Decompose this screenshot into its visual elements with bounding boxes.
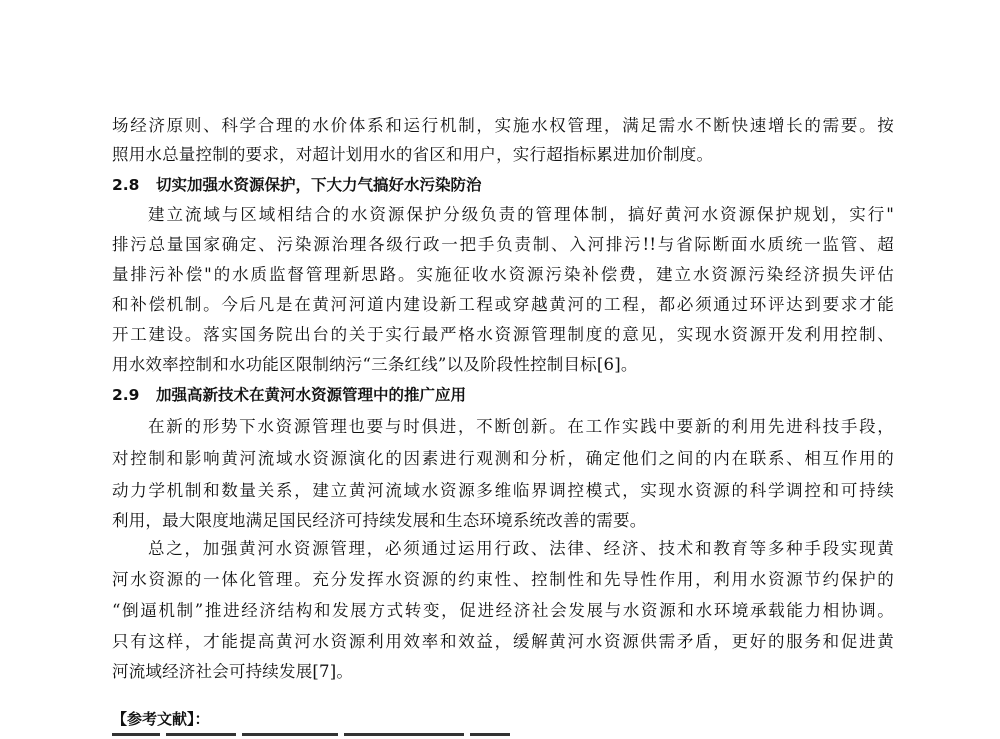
paragraph-line: 只有这样，才能提高黄河水资源利用效率和效益，缓解黄河水资源供需矛盾，更好的服务和促进黄 <box>112 632 894 651</box>
paragraph-line: 建立流域与区域相结合的水资源保护分级负责的管理体制，搞好黄河水资源保护规划，实行" <box>148 205 894 224</box>
paragraph-line: 动力学机制和数量关系，建立黄河流域水资源多维临界调控模式，实现水资源的科学调控和可持续 <box>112 481 894 500</box>
paragraph-line: 用水效率控制和水功能区限制纳污“三条红线”以及阶段性控制目标[6]。 <box>112 355 638 374</box>
section-number: 2.9 <box>112 386 140 404</box>
section-heading-2-9 <box>112 384 466 406</box>
paragraph-line: 河水资源的一体化管理。充分发挥水资源的约束性、控制性和先导性作用，利用水资源节约保护的 <box>112 570 894 589</box>
paragraph-line: 利用，最大限度地满足国民经济可持续发展和生态环境系统改善的需要。 <box>112 511 647 530</box>
section-number: 2.8 <box>112 176 140 194</box>
paragraph-line: 总之，加强黄河水资源管理，必须通过运用行政、法律、经济、技术和教育等多种手段实现黄 <box>148 539 894 558</box>
paragraph-line: 在新的形势下水资源管理也要与时俱进，不断创新。在工作实践中要新的利用先进科技手段， <box>148 417 894 436</box>
paragraph-line: 河流域经济社会可持续发展[7]。 <box>112 662 354 681</box>
paragraph-line: 场经济原则、科学合理的水价体系和运行机制，实施水权管理，满足需水不断快速增长的需要。按 <box>112 116 894 135</box>
paragraph-line: 和补偿机制。今后凡是在黄河河道内建设新工程或穿越黄河的工程，都必须通过环评达到要求才能 <box>112 295 894 314</box>
section-heading-2-8 <box>112 174 482 196</box>
paragraph-line: “倒逼机制”推进经济结构和发展方式转变，促进经济社会发展与水资源和水环境承载能力相协调。 <box>112 601 894 620</box>
cropped-reference-line <box>112 733 532 739</box>
paragraph-line: 排污总量国家确定、污染源治理各级行政一把手负责制、入河排污!!与省际断面水质统一监管、超 <box>112 235 894 254</box>
paragraph-line: 开工建设。落实国务院出台的关于实行最严格水资源管理制度的意见，实现水资源开发利用控制、 <box>112 325 894 344</box>
paragraph-line: 对控制和影响黄河流域水资源演化的因素进行观测和分析，确定他们之间的内在联系、相互作用的 <box>112 449 894 468</box>
section-title: 加强高新技术在黄河水资源管理中的推广应用 <box>156 386 467 404</box>
references-heading: 【参考文献】： <box>112 710 210 728</box>
paragraph-line: 照用水总量控制的要求，对超计划用水的省区和用户，实行超指标累进加价制度。 <box>112 145 714 164</box>
section-title: 切实加强水资源保护，下大力气搞好水污染防治 <box>156 176 482 194</box>
paragraph-line: 量排污补偿"的水质监督管理新思路。实施征收水资源污染补偿费，建立水资源污染经济损失评估 <box>112 265 894 284</box>
